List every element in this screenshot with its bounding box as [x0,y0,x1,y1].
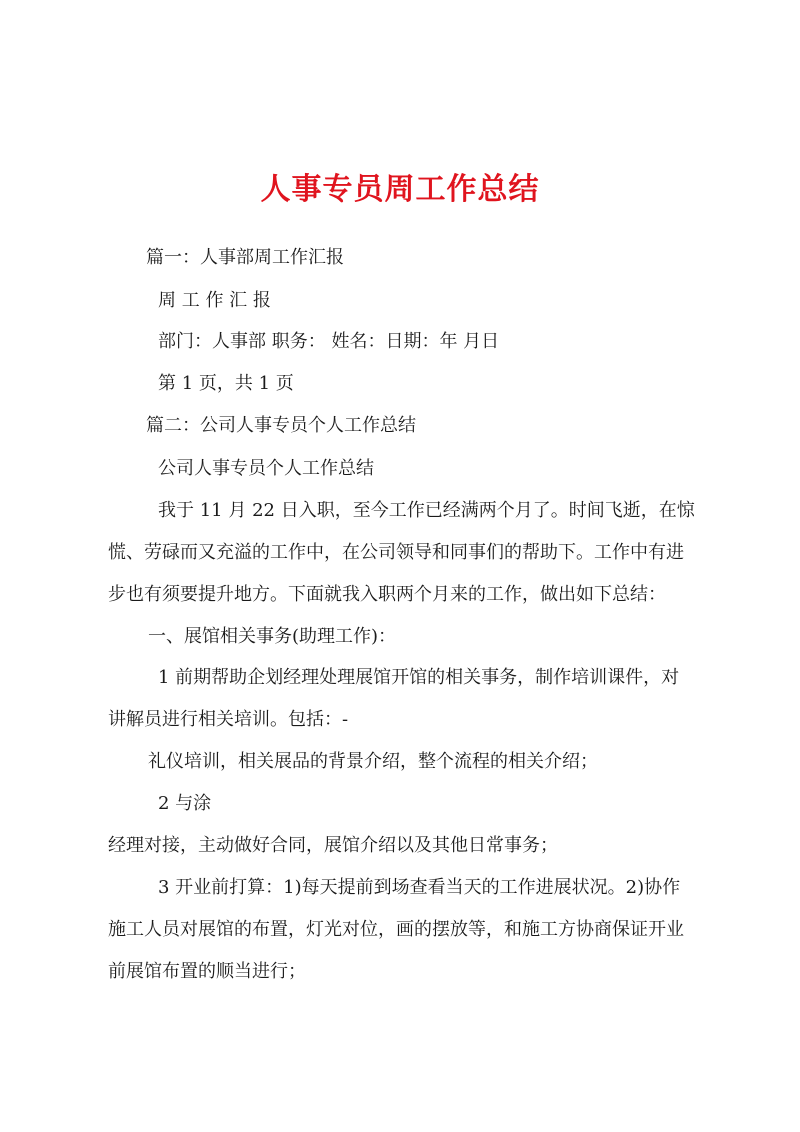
section-heading-1: 篇一：人事部周工作汇报 [146,247,344,268]
subsection-heading: 一、展馆相关事务(助理工作)： [148,626,397,647]
report-heading: 周 工 作 汇 报 [158,290,271,311]
section-heading-2: 篇二：公司人事专员个人工作总结 [146,415,416,436]
paragraph-line: 2 与涂 [158,793,212,814]
summary-heading: 公司人事专员个人工作总结 [158,458,374,479]
paragraph-line: 礼仪培训，相关展品的背景介绍，整个流程的相关介绍； [148,751,598,772]
paragraph-line: 3 开业前打算：1)每天提前到场查看当天的工作进展状况。2)协作 [158,877,681,898]
paragraph-line: 施工人员对展馆的布置，灯光对位，画的摆放等，和施工方协商保证开业 [108,919,684,940]
document-title: 人事专员周工作总结 [260,172,540,207]
paragraph-line: 前展馆布置的顺当进行； [108,961,306,982]
page-count: 第 1 页，共 1 页 [158,373,294,394]
paragraph-line: 步也有须要提升地方。下面就我入职两个月来的工作，做出如下总结： [108,584,666,605]
paragraph-line: 我于 11 月 22 日入职，至今工作已经满两个月了。时间飞逝，在惊 [158,500,695,521]
paragraph-line: 经理对接，主动做好合同，展馆介绍以及其他日常事务； [108,835,558,856]
paragraph-line: 1 前期帮助企划经理处理展馆开馆的相关事务，制作培训课件，对 [158,667,680,688]
report-fields: 部门：人事部 职务： 姓名：日期：年 月日 [158,331,500,352]
paragraph-line: 慌、劳碌而又充溢的工作中，在公司领导和同事们的帮助下。工作中有进 [108,542,684,563]
paragraph-line: 讲解员进行相关培训。包括：- [108,709,349,730]
